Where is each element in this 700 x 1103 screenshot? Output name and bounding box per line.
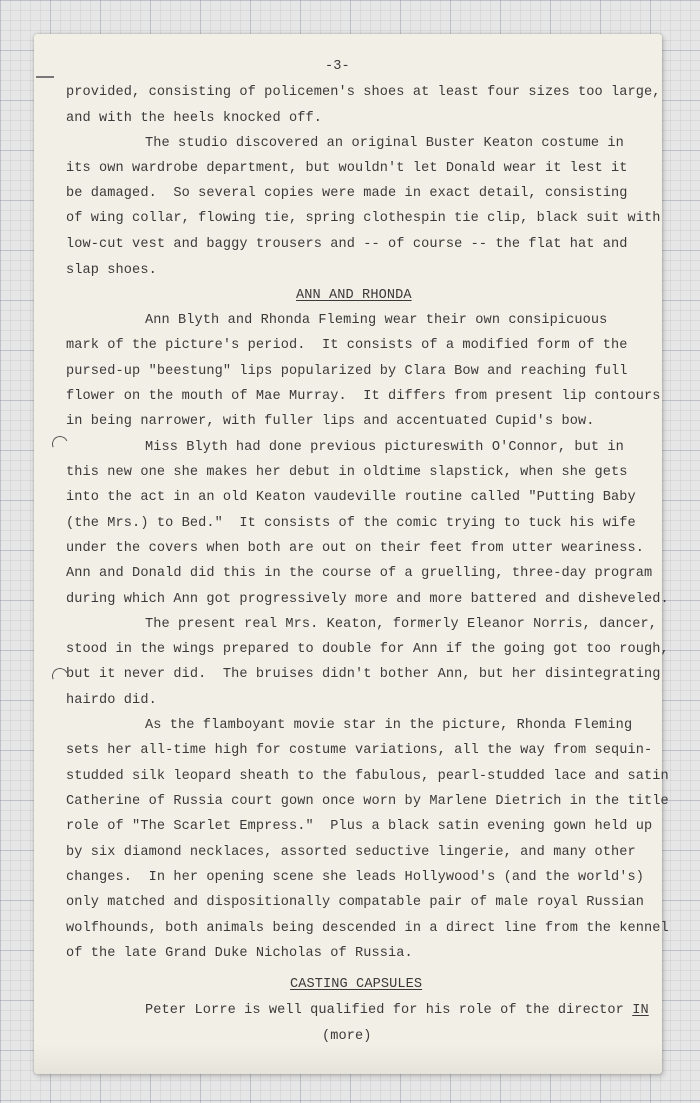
text-line: Catherine of Russia court gown once worn by Marlene Dietrich in the title bbox=[66, 794, 669, 809]
text-line: As the flamboyant movie star in the picture, Rhonda Fleming bbox=[145, 718, 633, 733]
text-line: The present real Mrs. Keaton, formerly Eleanor Norris, dancer, bbox=[145, 617, 657, 632]
text-line: changes. In her opening scene she leads Hollywood's (and the world's) bbox=[66, 870, 645, 885]
text-line: role of "The Scarlet Empress." Plus a black satin evening gown held up bbox=[66, 819, 653, 834]
text-line: be damaged. So several copies were made in exact detail, consisting bbox=[66, 186, 628, 201]
text-line: of the late Grand Duke Nicholas of Russia. bbox=[66, 946, 413, 961]
text-line-body: Peter Lorre is well qualified for his role of the director bbox=[145, 1003, 633, 1018]
continuation-note: (more) bbox=[322, 1029, 372, 1044]
text-line: stood in the wings prepared to double for Ann if the going got too rough, bbox=[66, 642, 669, 657]
text-line: flower on the mouth of Mae Murray. It differs from present lip contours bbox=[66, 389, 661, 404]
text-line: mark of the picture's period. It consists of a modified form of the bbox=[66, 338, 628, 353]
text-line: pursed-up "beestung" lips popularized by Clara Bow and reaching full bbox=[66, 364, 628, 379]
text-line: into the act in an old Keaton vaudeville routine called "Putting Baby bbox=[66, 490, 636, 505]
text-line: sets her all-time high for costume variations, all the way from sequin- bbox=[66, 743, 653, 758]
text-line: under the covers when both are out on their feet from utter weariness. bbox=[66, 541, 645, 556]
text-line: The studio discovered an original Buster Keaton costume in bbox=[145, 136, 624, 151]
text-line: Miss Blyth had done previous pictureswith O'Connor, but in bbox=[145, 440, 624, 455]
section-heading: ANN AND RHONDA bbox=[296, 288, 412, 303]
text-line: in being narrower, with fuller lips and accentuated Cupid's bow. bbox=[66, 414, 595, 429]
text-line: Ann and Donald did this in the course of a gruelling, three-day program bbox=[66, 566, 653, 581]
text-line bbox=[145, 1002, 649, 1020]
text-line: by six diamond necklaces, assorted seductive lingerie, and many other bbox=[66, 845, 636, 860]
text-line: of wing collar, flowing tie, spring clothespin tie clip, black suit with bbox=[66, 211, 661, 226]
text-line: only matched and dispositionally compatable pair of male royal Russian bbox=[66, 895, 645, 910]
text-line: wolfhounds, both animals being descended in a direct line from the kennel bbox=[66, 921, 669, 936]
section-heading: CASTING CAPSULES bbox=[290, 977, 423, 992]
page-number: -3- bbox=[325, 59, 350, 74]
text-line: but it never did. The bruises didn't bother Ann, but her disintegrating bbox=[66, 667, 661, 682]
text-line: and with the heels knocked off. bbox=[66, 111, 322, 126]
text-line: Ann Blyth and Rhonda Fleming wear their own consipicuous bbox=[145, 313, 608, 328]
text-line: during which Ann got progressively more and more battered and disheveled. bbox=[66, 592, 669, 607]
text-line: (the Mrs.) to Bed." It consists of the comic trying to tuck his wife bbox=[66, 516, 636, 531]
text-line: studded silk leopard sheath to the fabulous, pearl-studded lace and satin bbox=[66, 769, 669, 784]
text-line: hairdo did. bbox=[66, 693, 157, 708]
text-line: its own wardrobe department, but wouldn't let Donald wear it lest it bbox=[66, 161, 628, 176]
text-line: this new one she makes her debut in oldtime slapstick, when she gets bbox=[66, 465, 628, 480]
text-line: low-cut vest and baggy trousers and -- of course -- the flat hat and bbox=[66, 237, 628, 252]
text-line: slap shoes. bbox=[66, 263, 157, 278]
text-line: provided, consisting of policemen's shoes at least four sizes too large, bbox=[66, 85, 661, 100]
underlined-word: IN bbox=[632, 1003, 649, 1018]
